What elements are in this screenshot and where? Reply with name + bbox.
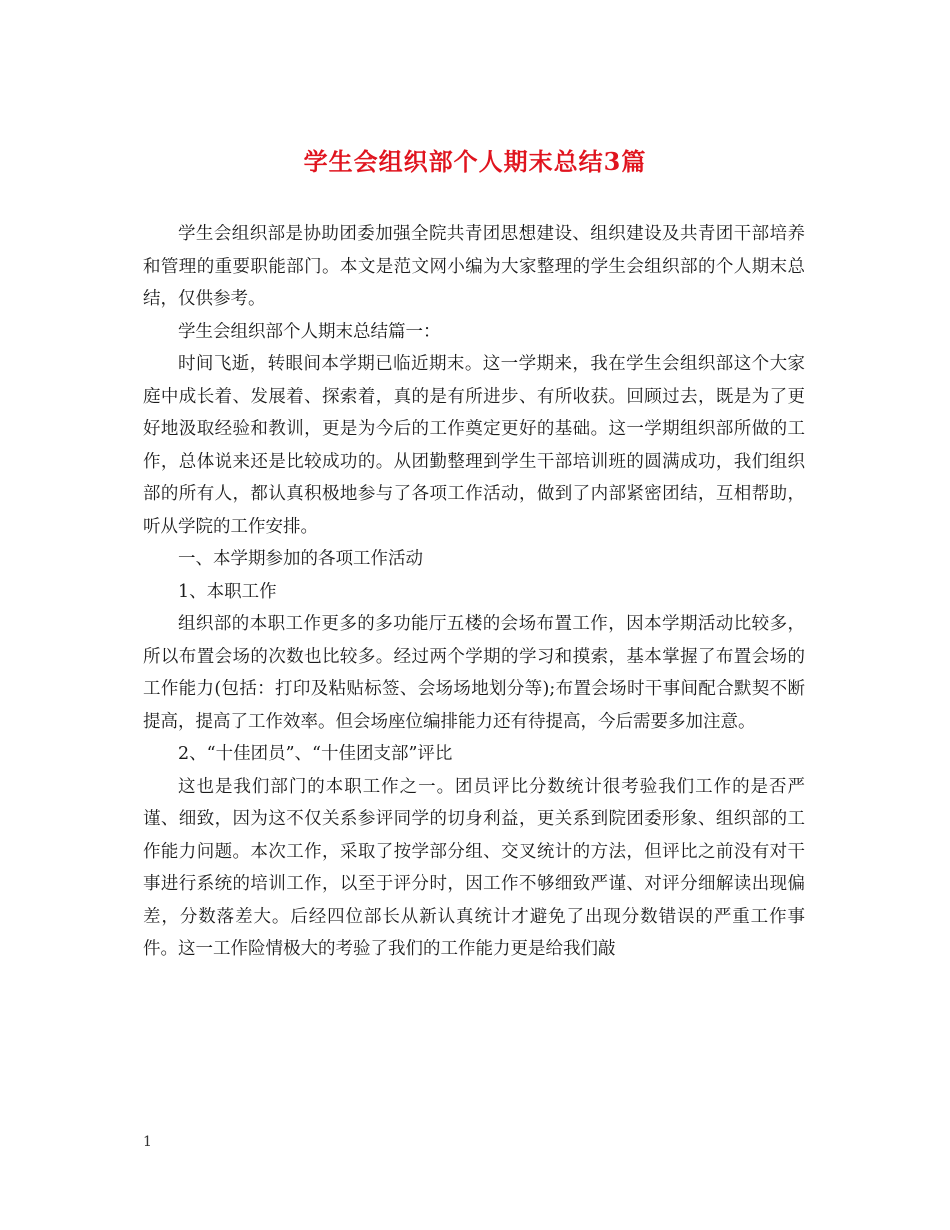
section-heading-part-one: 学生会组织部个人期末总结篇一： [178,321,441,342]
subsection-heading: 1、本职工作 [178,581,277,602]
document-title: 学生会组织部个人期末总结3篇 [303,147,647,176]
body-paragraph: 这也是我们部门的本职工作之一。团员评比分数统计很考验我们工作的是否严谨、细致，因为这不仅关系参评同学的切身利益，更关系到院团委形象、组织部的工作能力问题。本次工作，采取了按学部分组、交叉统计的方法，但评比之前没有对干事进行系统的培训工作，以至于评分时，因工作不够细致严谨、对评分细解读出现偏差，分数落差大。后经四位部长从新认真统计才避免了出现分数错误的严重工作事件。这一工作险情极大的考验了我们的工作能力更是给我们敲 [143,776,805,959]
intro-paragraph: 学生会组织部是协助团委加强全院共青团思想建设、组织建设及共青团干部培养和管理的重要职能部门。本文是范文网小编为大家整理的学生会组织部的个人期末总结，仅供参考。 [143,224,805,309]
subsection-heading: 2、“十佳团员”、“十佳团支部”评比 [178,744,453,764]
body-paragraph: 时间飞逝，转眼间本学期已临近期末。这一学期来，我在学生会组织部这个大家庭中成长着、发展着、探索着，真的是有所进步、有所收获。回顾过去，既是为了更好地汲取经验和教训，更是为今后的工作奠定更好的基础。这一学期组织部所做的工作，总体说来还是比较成功的。从团勤整理到学生干部培训班的圆满成功，我们组织部的所有人，都认真积极地参与了各项工作活动，做到了内部紧密团结，互相帮助，听从学院的工作安排。 [143,354,805,537]
document-body [143,218,805,966]
page-number: 1 [143,1134,152,1150]
section-heading: 一、本学期参加的各项工作活动 [178,549,423,569]
body-paragraph: 组织部的本职工作更多的多功能厅五楼的会场布置工作，因本学期活动比较多，所以布置会场的次数也比较多。经过两个学期的学习和摸索，基本掌握了布置会场的工作能力(包括：打印及粘贴标签、会场场地划分等);布置会场时干事间配合默契不断提高，提高了工作效率。但会场座位编排能力还有待提高，今后需要多加注意。 [143,614,805,732]
